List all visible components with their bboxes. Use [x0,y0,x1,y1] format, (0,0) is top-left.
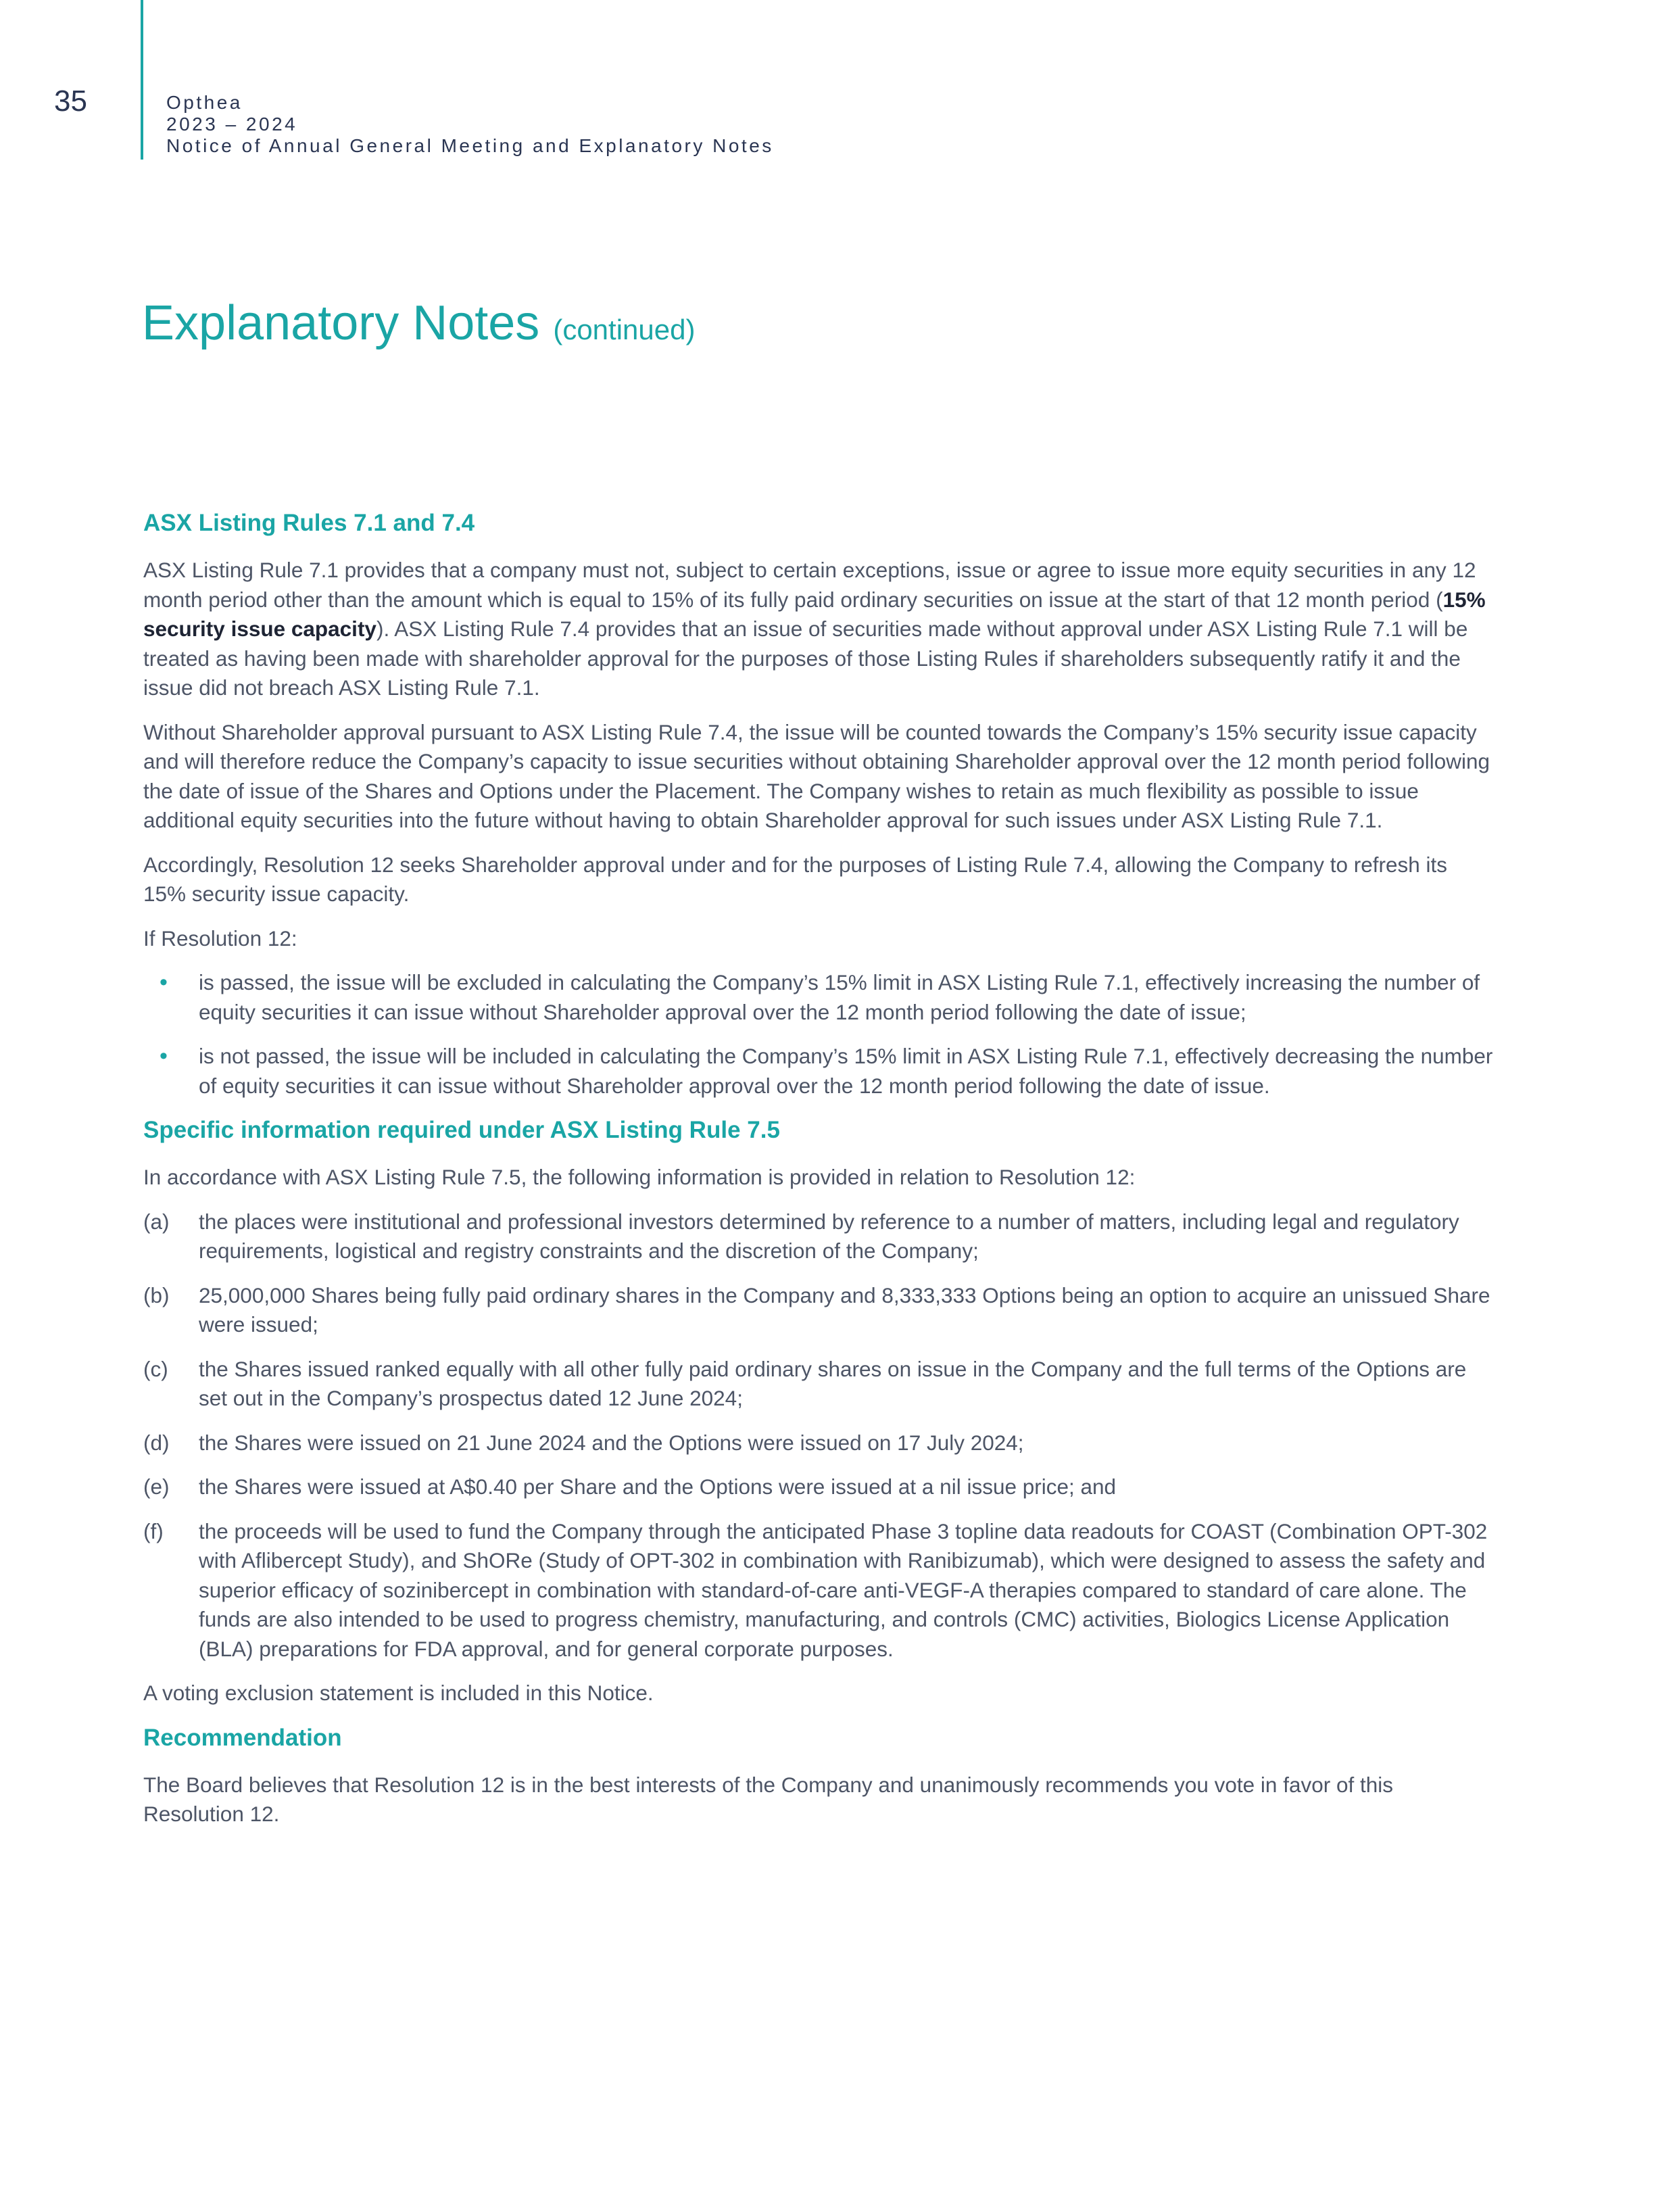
section-recommendation [143,1723,1495,1829]
list-item-text: is passed, the issue will be excluded in calculating the Company’s 15% limit in ASX Listing Rule 7.1, effectively increasing the number of equity securities it can issue without Shareholder approval over the 12 month period following the date of issue; [199,970,1480,1024]
header-company: Opthea [166,92,243,113]
list-marker: (f) [143,1518,164,1543]
list-item [143,1428,1495,1458]
list-item [143,1281,1495,1340]
page-number: 35 [54,85,87,118]
list-item-text: the Shares issued ranked equally with all other fully paid ordinary shares on issue in the Company and the full terms of the Options are set out in the Company’s prospectus dated 12 June 2024; [199,1356,1467,1410]
list-item-text: the places were institutional and professional investors determined by reference to a number of matters, including legal and regulatory requirements, logistical and registry constraints and the discretion of the Company; [199,1209,1459,1263]
list-item [143,968,1495,1027]
paragraph: In accordance with ASX Listing Rule 7.5, the following information is provided in relation to Resolution 12: [143,1165,1136,1189]
header-doc-title: Notice of Annual General Meeting and Explanatory Notes [166,135,774,156]
list-item-text: 25,000,000 Shares being fully paid ordinary shares in the Company and 8,333,333 Options being an option to acquire an unissued Share were issued; [199,1282,1490,1337]
bullet-list [143,968,1495,1101]
paragraph: A voting exclusion statement is included in this Notice. [143,1681,654,1705]
list-item [143,1472,1495,1502]
list-item [143,1042,1495,1101]
list-marker: (a) [143,1209,170,1234]
paragraph: Accordingly, Resolution 12 seeks Shareholder approval under and for the purposes of Listing Rule 7.4, allowing the Company to refresh its 15% security issue capacity. [143,852,1448,906]
running-header [166,92,774,157]
defined-term: 15% security issue capacity [143,587,1486,641]
list-item-text: is not passed, the issue will be included in calculating the Company’s 15% limit in ASX Listing Rule 7.1, effectively decreasing the number of equity securities it can issue without Shareholder approval over the 12 month period following the date of issue. [199,1044,1493,1098]
list-marker: (e) [143,1474,170,1499]
section-heading: ASX Listing Rules 7.1 and 7.4 [143,510,475,536]
paragraph [143,556,1495,703]
list-marker: (c) [143,1356,168,1381]
page-title [142,296,696,350]
bullet-icon: • [160,1043,168,1069]
lettered-list [143,1207,1495,1664]
list-marker: (b) [143,1282,170,1307]
paragraph: The Board believes that Resolution 12 is in the best interests of the Company and unanimously recommends you vote in favor of this Resolution 12. [143,1772,1394,1826]
paragraph-text: ASX Listing Rule 7.1 provides that a company must not, subject to certain exceptions, issue or agree to issue more equity securities in any 12 month period other than the amount which is equal to 15% of its fully paid ordinary securities on issue at the start of that 12 month period ( [143,558,1476,612]
paragraph-text: ). ASX Listing Rule 7.4 provides that an issue of securities made without approval under ASX Listing Rule 7.1 will be treated as having been made with shareholder approval for the purposes of those Listing Rules if shareholders subsequently ratify it and the issue did not breach ASX Listing Rule 7.1. [143,617,1468,700]
list-item-text: the proceeds will be used to fund the Company through the anticipated Phase 3 topline data readouts for COAST (Combination OPT-302 with Aflibercept Study), and ShORe (Study of OPT-302 in combination with Ranibizumab), which were designed to assess the safety and superior efficacy of sozinibercept in combination with standard-of-care anti-VEGF-A therapies compared to standard of care alone. The funds are also intended to be used to progress chemistry, manufacturing, and controls (CMC) activities, Biologics License Application (BLA) preparations for FDA approval, and for general corporate purposes. [199,1518,1488,1661]
list-item [143,1355,1495,1414]
list-item-text: the Shares were issued at A$0.40 per Share and the Options were issued at a nil issue price; and [199,1474,1117,1499]
section-heading: Recommendation [143,1724,342,1751]
section-listing-rules [143,508,1495,1101]
header-years: 2023 – 2024 [166,114,298,135]
list-marker: (d) [143,1430,170,1455]
list-item-text: the Shares were issued on 21 June 2024 and the Options were issued on 17 July 2024; [199,1430,1024,1455]
header-divider [141,0,143,160]
section-specific-information [143,1115,1495,1708]
page-title-suffix: (continued) [553,314,696,345]
bullet-icon: • [160,969,168,995]
list-item [143,1517,1495,1664]
section-heading: Specific information required under ASX Listing Rule 7.5 [143,1117,780,1143]
page-title-main: Explanatory Notes [142,296,540,350]
paragraph: Without Shareholder approval pursuant to ASX Listing Rule 7.4, the issue will be counted towards the Company’s 15% security issue capacity and will therefore reduce the Company’s capacity to issue securities without obtaining Shareholder approval over the 12 month period following the date of issue of the Shares and Options under the Placement. The Company wishes to retain as much flexibility as possible to issue additional equity securities into the future without having to obtain Shareholder approval for such issues under ASX Listing Rule 7.1. [143,719,1490,832]
paragraph: If Resolution 12: [143,925,297,951]
main-content [143,508,1495,1844]
list-item [143,1207,1495,1266]
